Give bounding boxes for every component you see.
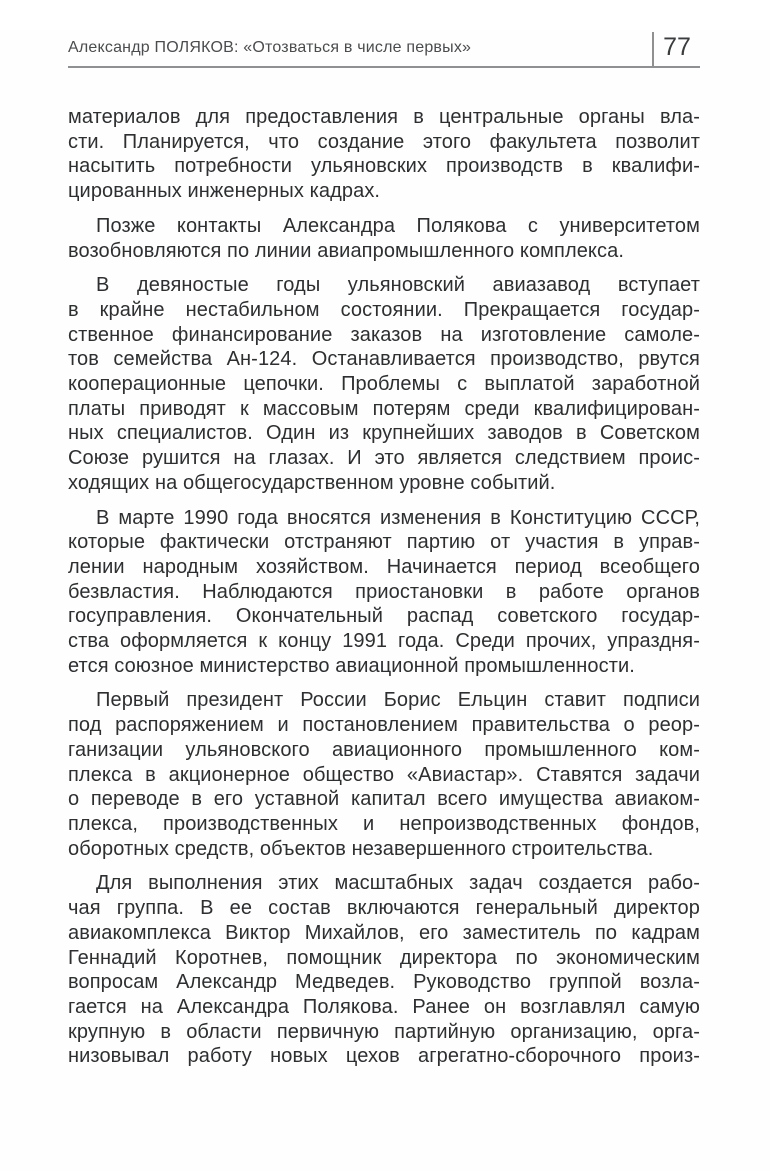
book-page bbox=[0, 30, 770, 1171]
paragraph bbox=[68, 105, 700, 204]
text-line: цированных инженерных кадрах. bbox=[68, 180, 381, 203]
text-line: гается на Александра Полякова. Ранее он возглавлял самую bbox=[68, 995, 700, 1018]
text-line: под распоряжением и постановлением правительства о реор- bbox=[68, 714, 700, 737]
text-line: плекса, производственных и непроизводственных фондов, bbox=[68, 812, 700, 835]
text-line: Первый президент России Борис Ельцин ставит подписи bbox=[96, 689, 700, 712]
text-line: безвластия. Наблюдаются приостановки в работе органов bbox=[68, 580, 700, 603]
text-line: вопросам Александр Медведев. Руководство группой возла- bbox=[68, 971, 700, 994]
text-line: ства оформляется к концу 1991 года. Среди прочих, упраздня- bbox=[68, 630, 700, 653]
text-line: платы приводят к массовым потерям среди квалифицирован- bbox=[68, 397, 700, 420]
text-line: В девяностые годы ульяновский авиазавод вступает bbox=[96, 274, 700, 297]
text-line: ганизации ульяновского авиационного промышленного ком- bbox=[68, 738, 700, 761]
paragraph bbox=[68, 214, 700, 263]
text-line: ственное финансирование заказов на изготовление самоле- bbox=[68, 323, 700, 346]
text-line: госуправления. Окончательный распад советского государ- bbox=[68, 605, 700, 628]
text-line: ных специалистов. Один из крупнейших заводов в Советском bbox=[68, 422, 700, 445]
text-line: кооперационные цепочки. Проблемы с выплатой заработной bbox=[68, 373, 700, 396]
text-line: материалов для предоставления в центральные органы вла- bbox=[68, 106, 700, 128]
text-line: плекса в акционерное общество «Авиастар». Ставятся задачи bbox=[68, 763, 700, 786]
text-line: Позже контакты Александра Полякова с университетом bbox=[96, 214, 700, 237]
paragraph bbox=[68, 871, 700, 1069]
text-line: авиакомплекса Виктор Михайлов, его заместитель по кадрам bbox=[68, 921, 700, 944]
text-line: о переводе в его уставной капитал всего имущества авиаком- bbox=[68, 788, 700, 811]
page-text bbox=[68, 105, 700, 1069]
text-line: лении народным хозяйством. Начинается период всеобщего bbox=[68, 555, 700, 578]
text-line: сти. Планируется, что создание этого факультета позволит bbox=[68, 130, 700, 153]
text-line: ходящих на общегосударственном уровне событий. bbox=[68, 471, 556, 494]
text-line: В марте 1990 года вносятся изменения в Конституцию СССР, bbox=[96, 506, 700, 529]
text-line: оборотных средств, объектов незавершенного строительства. bbox=[68, 837, 654, 860]
page-number: 77 bbox=[663, 33, 691, 61]
text-line: которые фактически отстраняют партию от участия в управ- bbox=[68, 531, 700, 554]
running-header-title: Александр ПОЛЯКОВ: «Отозваться в числе первых» bbox=[68, 39, 472, 56]
paragraph bbox=[68, 506, 700, 679]
text-line: Для выполнения этих масштабных задач создается рабо- bbox=[96, 872, 700, 895]
text-line: ется союзное министерство авиационной промышленности. bbox=[68, 654, 635, 677]
paragraph bbox=[68, 688, 700, 861]
text-line: чая группа. В ее состав включаются генеральный директор bbox=[68, 897, 700, 920]
text-line: возобновляются по линии авиапромышленного комплекса. bbox=[68, 239, 624, 262]
text-line: тов семейства Ан-124. Останавливается производство, рвутся bbox=[68, 348, 700, 371]
text-line: низовывал работу новых цехов агрегатно-сборочного произ- bbox=[68, 1045, 700, 1068]
paragraph bbox=[68, 273, 700, 495]
text-line: Союзе рушится на глазах. И это является следствием проис- bbox=[68, 447, 700, 470]
text-line: насытить потребности ульяновских производств в квалифи- bbox=[68, 155, 700, 178]
text-line: Геннадий Коротнев, помощник директора по экономическим bbox=[68, 946, 700, 969]
text-line: в крайне нестабильном состоянии. Прекращается государ- bbox=[68, 298, 700, 321]
text-line: крупную в области первичную партийную организацию, орга- bbox=[68, 1020, 700, 1043]
running-header bbox=[68, 30, 700, 68]
